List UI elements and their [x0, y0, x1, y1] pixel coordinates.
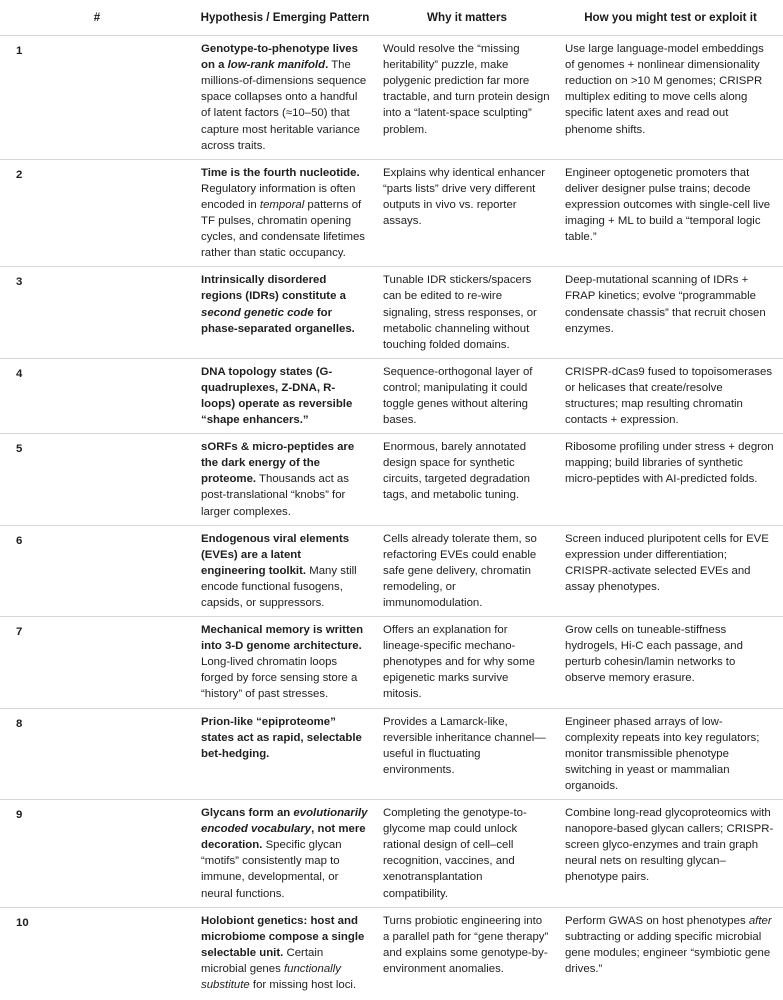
- how-text-segment: subtracting or adding specific microbial gene modules; engineer “symbiotic gene drives.”: [565, 930, 771, 975]
- how-cell: [558, 708, 783, 799]
- how-text-segment: Ribosome profiling under stress + degron mapping; build libraries of synthetic micro-peptides with AI-predicted folds.: [565, 441, 774, 486]
- why-cell: Offers an explanation for lineage-specific mechano-phenotypes and for why some epigenetic marks survive mitosis.: [376, 617, 558, 708]
- hypothesis-text-segment: for missing host loci.: [249, 978, 357, 991]
- how-text-segment: Combine long-read glycoproteomics with nanopore-based glycan callers; CRISPR-screen glyco-enzymes and train graph neural nets on resulting glycan–phenotype pairs.: [565, 807, 774, 884]
- hypothesis-text-segment: Holobiont genetics: host and microbiome compose a single selectable unit.: [201, 914, 365, 959]
- how-cell: [558, 800, 783, 908]
- hypothesis-text-segment: low-rank manifold: [227, 59, 326, 72]
- table-row: [0, 267, 783, 358]
- header-row: [0, 0, 783, 36]
- table-row: [0, 358, 783, 433]
- why-cell: Cells already tolerate them, so refactoring EVEs could enable safe gene delivery, chromatin remodeling, or immunomodulation.: [376, 525, 558, 616]
- how-text-segment: Engineer phased arrays of low-complexity repeats into key regulators; monitor transmissible phenotype switching in yeast or mammalian organoids.: [565, 715, 760, 792]
- how-cell: [558, 36, 783, 160]
- hypothesis-text-segment: Many still encode functional fusogens, capsids, or suppressors.: [201, 564, 357, 609]
- how-cell: [558, 907, 783, 998]
- row-number: 10: [16, 916, 29, 929]
- hypothesis-text-segment: sORFs & micro-peptides are the dark energy of the proteome.: [201, 441, 355, 486]
- hypothesis-text-segment: , not mere decoration.: [201, 823, 366, 852]
- table-body: [0, 36, 783, 998]
- hypothesis-text-segment: Glycans form an: [201, 807, 294, 820]
- why-cell: Provides a Lamarck-like, reversible inheritance channel—useful in fluctuating environments.: [376, 708, 558, 799]
- row-number: 1: [0, 36, 194, 160]
- why-cell: Tunable IDR stickers/spacers can be edited to re-wire signaling, stress responses, or metabolic channeling without touching folded domains.: [376, 267, 558, 358]
- hypothesis-text-segment: Genotype-to-phenotype lives on a: [201, 43, 358, 72]
- header-number: #: [0, 0, 194, 36]
- table-row: [0, 434, 783, 525]
- how-text-segment: Perform GWAS on host phenotypes: [565, 914, 749, 927]
- hypothesis-text-segment: Endogenous viral elements (EVEs) are a latent engineering toolkit.: [201, 532, 350, 577]
- hypothesis-cell: [194, 434, 376, 525]
- hypothesis-text-segment: Specific glycan “motifs” consistently map to immune, developmental, or neural functions.: [201, 839, 342, 900]
- how-text-segment: Use large language-model embeddings of genomes + nonlinear dimensionality reduction on >10 M genomes; CRISPR multiplex editing to move cells along specific latent axes and read out phenome shifts.: [565, 43, 764, 136]
- hypothesis-text-segment: .: [325, 59, 329, 72]
- how-text-segment: Grow cells on tuneable-stiffness hydrogels, Hi-C each passage, and perturb cohesin/lamin networks to observe memory erasure.: [565, 624, 743, 685]
- hypothesis-text-segment: Thousands act as post-translational “knobs” for larger complexes.: [201, 473, 349, 518]
- hypothesis-text-segment: patterns of TF pulses, chromatin opening cycles, and condensate lifetimes rather than static occupancy.: [201, 198, 365, 260]
- hypothesis-text-segment: Regulatory information is often encoded in: [201, 182, 356, 211]
- row-number: 8: [0, 708, 194, 799]
- table-row: [0, 617, 783, 708]
- how-text-segment: Screen induced pluripotent cells for EVE expression under differentiation; CRISPR-activate selected EVEs and assay phenotypes.: [565, 532, 769, 593]
- why-cell: Completing the genotype-to-glycome map could unlock rational design of cell–cell recognition, vaccines, and xenotransplantation compatibility.: [376, 800, 558, 908]
- hypothesis-text-segment: Prion-like “epiproteome” states act as rapid, selectable bet-hedging.: [201, 715, 362, 760]
- hypothesis-cell: [194, 617, 376, 708]
- how-cell: [558, 617, 783, 708]
- how-cell: [558, 358, 783, 433]
- why-cell: Enormous, barely annotated design space for synthetic circuits, targeted degradation tags, and metabolic tuning.: [376, 434, 558, 525]
- row-number: 7: [0, 617, 194, 708]
- how-cell: [558, 525, 783, 616]
- hypothesis-text-segment: Time is the fourth nucleotide.: [201, 166, 360, 179]
- hypothesis-text-segment: temporal: [259, 198, 305, 211]
- hypothesis-text-segment: second genetic code: [201, 306, 314, 319]
- table-row: [0, 800, 783, 908]
- hypothesis-text-segment: functionally substitute: [201, 962, 341, 991]
- header-hypothesis: Hypothesis / Emerging Pattern: [194, 0, 376, 36]
- hypothesis-cell: [194, 36, 376, 160]
- hypothesis-cell: [194, 708, 376, 799]
- hypothesis-cell: [194, 358, 376, 433]
- row-number: 3: [0, 267, 194, 358]
- row-number: 9: [0, 800, 194, 908]
- hypothesis-text-segment: evolutionarily encoded vocabulary: [201, 807, 368, 836]
- hypothesis-cell: [194, 159, 376, 267]
- how-cell: [558, 267, 783, 358]
- hypothesis-cell: [194, 800, 376, 908]
- how-cell: [558, 434, 783, 525]
- table-header: [0, 0, 783, 36]
- header-how: How you might test or exploit it: [558, 0, 783, 36]
- row-number: 5: [0, 434, 194, 525]
- table-row: [0, 36, 783, 160]
- hypothesis-cell: [194, 907, 376, 998]
- row-number: 6: [0, 525, 194, 616]
- how-cell: [558, 159, 783, 267]
- why-cell: Explains why identical enhancer “parts lists” drive very different outputs in vivo vs. reporter assays.: [376, 159, 558, 267]
- hypothesis-text-segment: Intrinsically disordered regions (IDRs) constitute a: [201, 274, 346, 303]
- how-text-segment: after: [748, 914, 772, 927]
- how-text-segment: CRISPR-dCas9 fused to topoisomerases or helicases that create/resolve structures; map resulting chromatin contacts + expression.: [565, 365, 773, 427]
- hypothesis-cell: [194, 525, 376, 616]
- table-row: [0, 159, 783, 267]
- hypothesis-text-segment: for phase-separated organelles.: [201, 306, 355, 335]
- header-why: Why it matters: [376, 0, 558, 36]
- how-text-segment: Engineer optogenetic promoters that deliver designer pulse trains; decode expression outcomes with single-cell live imaging + ML to build a “temporal logic table.”: [565, 166, 771, 244]
- how-text-segment: Deep-mutational scanning of IDRs + FRAP kinetics; evolve “programmable condensate chassis” that recruit chosen enzymes.: [565, 274, 766, 335]
- table-row: [0, 907, 783, 998]
- hypothesis-text-segment: Long-lived chromatin loops forged by force sensing store a “history” of past stresses.: [201, 656, 358, 701]
- hypothesis-text-segment: Mechanical memory is written into 3-D genome architecture.: [201, 624, 364, 653]
- why-cell: Turns probiotic engineering into a parallel path for “gene therapy” and explains some genotype-by-environment anomalies.: [383, 914, 549, 975]
- row-number: 2: [0, 159, 194, 267]
- hypothesis-cell: [194, 267, 376, 358]
- hypothesis-text-segment: Certain microbial genes: [201, 946, 324, 975]
- hypothesis-text-segment: DNA topology states (G-quadruplexes, Z-DNA, R-loops) operate as reversible “shape enhancers.”: [201, 365, 353, 427]
- hypothesis-text-segment: The millions-of-dimensions sequence space collapses onto a handful of latent factors (≈10–50) that capture most heritable variance across traits.: [201, 59, 367, 152]
- table-row: [0, 708, 783, 799]
- why-cell: Sequence-orthogonal layer of control; manipulating it could toggle genes without altering bases.: [376, 358, 558, 433]
- why-cell: Would resolve the “missing heritability” puzzle, make polygenic prediction far more tractable, and turn protein design into a “latent-space sculpting” problem.: [376, 36, 558, 160]
- row-number: 4: [0, 358, 194, 433]
- table-row: [0, 525, 783, 616]
